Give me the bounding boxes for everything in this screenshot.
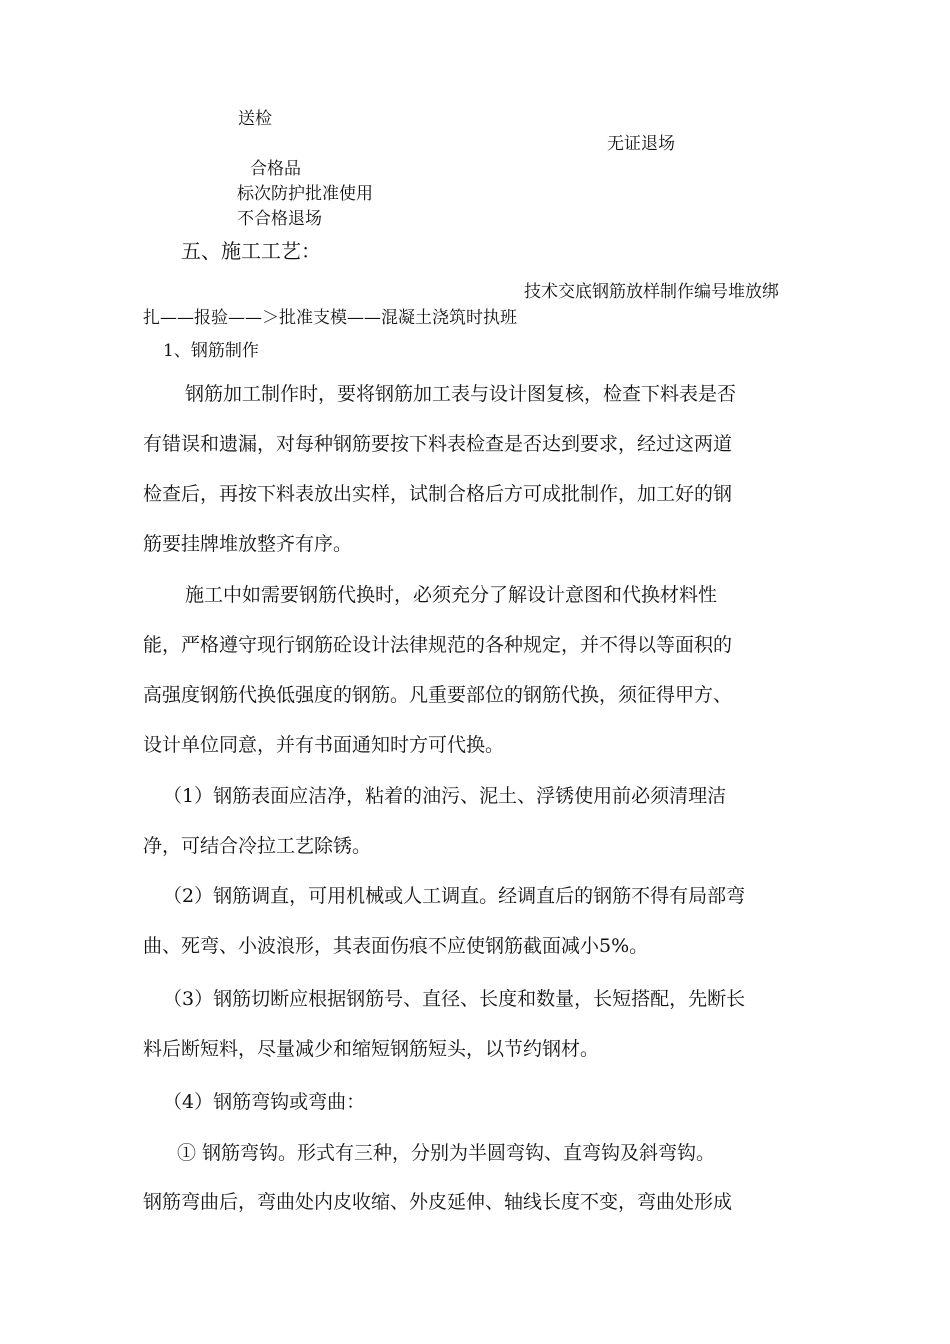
flow-qualified: 合格品 bbox=[250, 159, 301, 179]
paragraph1-line: 有错误和遗漏，对每种钢筋要按下料表检查是否达到要求，经过这两道 bbox=[143, 433, 733, 455]
subsection-title: 1、钢筋制作 bbox=[163, 341, 259, 361]
section-title: 五、施工工艺： bbox=[181, 239, 321, 263]
item4-line: （4）钢筋弯钩或弯曲： bbox=[163, 1091, 366, 1113]
paragraph2-line: 施工中如需要钢筋代换时，必须充分了解设计意图和代换材料性 bbox=[185, 584, 718, 606]
item3-line: 料后断短料，尽量减少和缩短钢筋短头，以节约钢材。 bbox=[143, 1038, 600, 1060]
paragraph2-line: 设计单位同意，并有书面通知时方可代换。 bbox=[143, 734, 505, 756]
item2-line: （2）钢筋调直，可用机械或人工调直。经调直后的钢筋不得有局部弯 bbox=[163, 885, 746, 907]
paragraph1-line: 筋要挂牌堆放整齐有序。 bbox=[143, 533, 353, 555]
flow-send-inspection: 送检 bbox=[238, 109, 272, 129]
flow-mark-protect: 标次防护批准使用 bbox=[237, 184, 373, 204]
item3-line: （3）钢筋切断应根据钢筋号、直径、长度和数量，长短搭配，先断长 bbox=[163, 988, 746, 1010]
process-flow-line1: 技术交底钢筋放样制作编号堆放绑 bbox=[524, 282, 779, 302]
paragraph2-line: 高强度钢筋代换低强度的钢筋。凡重要部位的钢筋代换，须征得甲方、 bbox=[143, 684, 733, 706]
item1-line: 净，可结合冷拉工艺除锈。 bbox=[143, 835, 372, 857]
paragraph2-line: 能，严格遵守现行钢筋砼设计法律规范的各种规定，并不得以等面积的 bbox=[143, 634, 733, 656]
flow-no-cert-reject: 无证退场 bbox=[607, 134, 675, 154]
paragraph1-line: 钢筋加工制作时，要将钢筋加工表与设计图复核，检查下料表是否 bbox=[185, 383, 737, 405]
item2-line: 曲、死弯、小波浪形，其表面伤痕不应使钢筋截面减小5%。 bbox=[143, 935, 649, 957]
item4-1-line: 钢筋弯曲后，弯曲处内皮收缩、外皮延伸、轴线长度不变，弯曲处形成 bbox=[143, 1191, 733, 1213]
item4-1-line: ① 钢筋弯钩。形式有三种，分别为半圆弯钩、直弯钩及斜弯钩。 bbox=[177, 1142, 716, 1164]
paragraph1-line: 检查后，再按下料表放出实样，试制合格后方可成批制作，加工好的钢 bbox=[143, 483, 733, 505]
item1-line: （1）钢筋表面应洁净，粘着的油污、泥土、浮锈使用前必须清理洁 bbox=[163, 785, 727, 807]
flow-unqualified-reject: 不合格退场 bbox=[237, 209, 322, 229]
process-flow-line2: 扎——报验——＞批准支模——混凝土浇筑时执班 bbox=[143, 308, 517, 328]
